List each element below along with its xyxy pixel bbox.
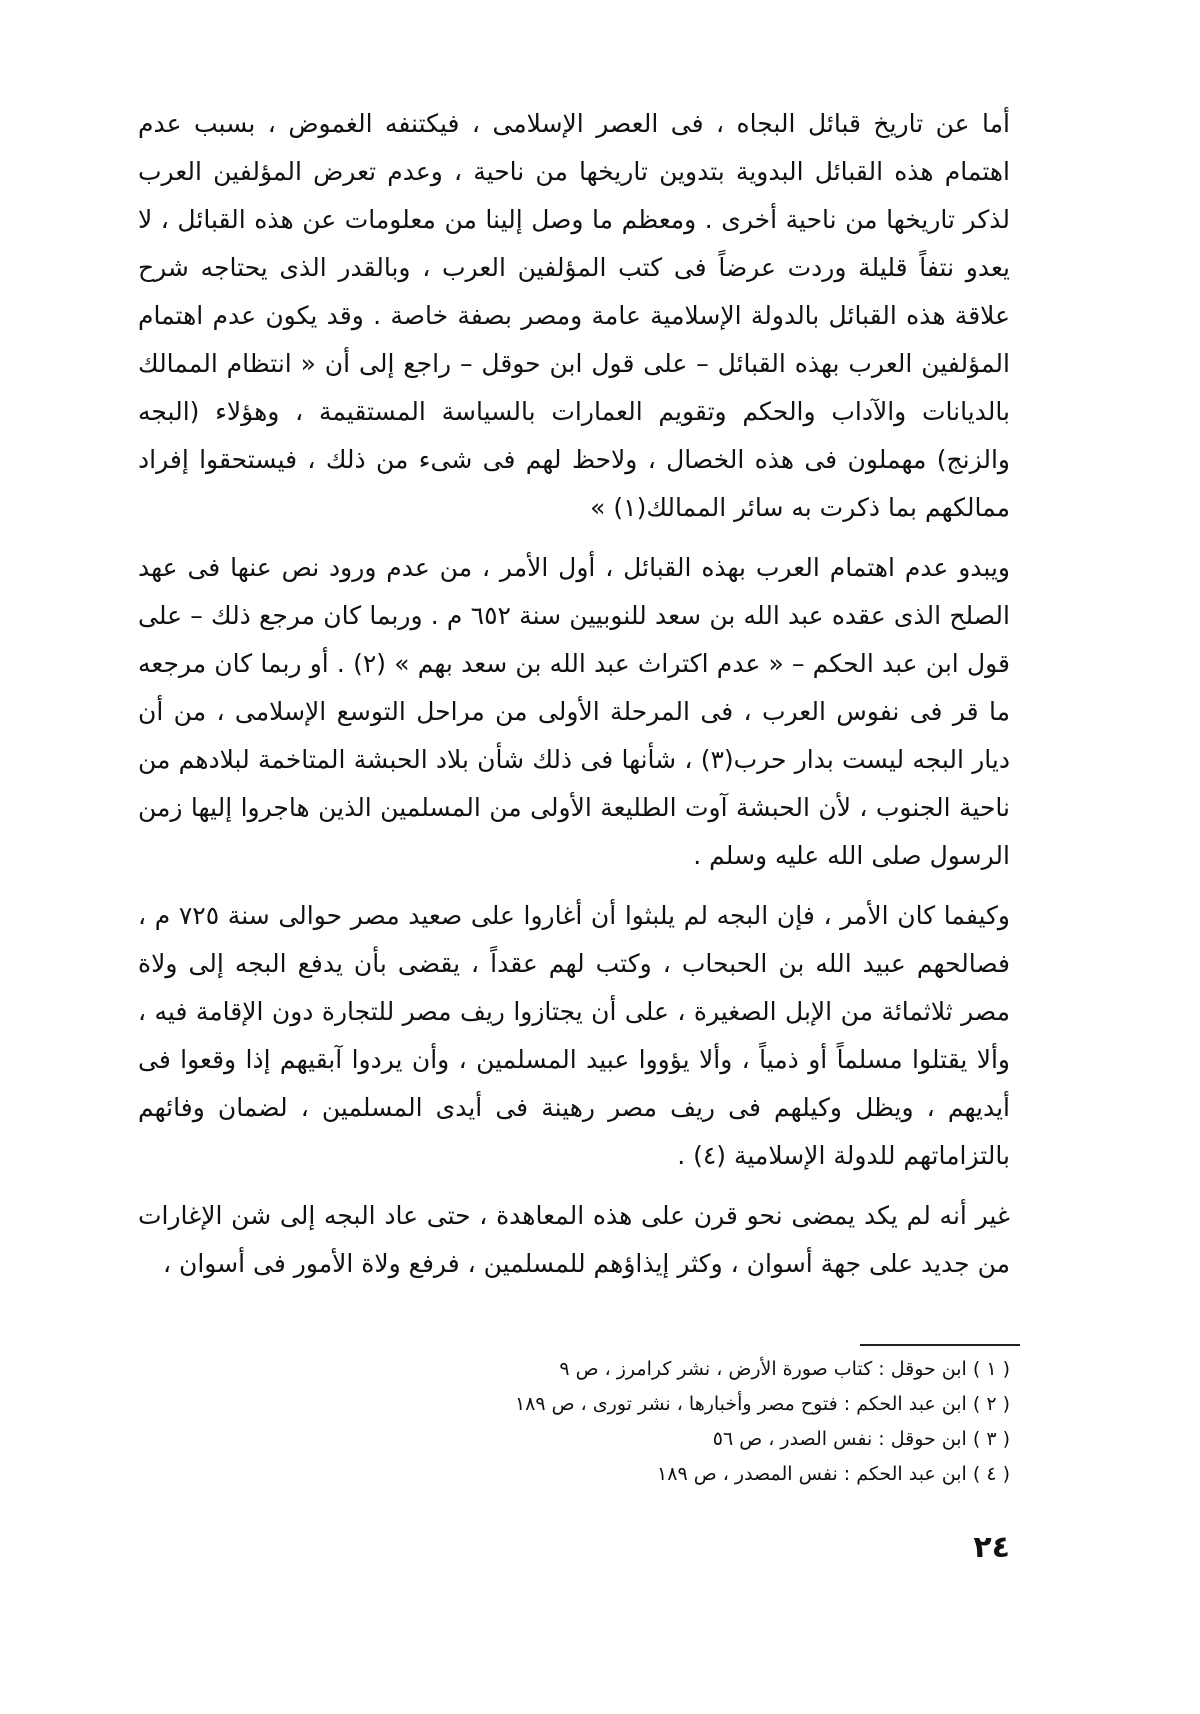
paragraph-2: ويبدو عدم اهتمام العرب بهذه القبائل ، أول الأمر ، من عدم ورود نص عنها فى عهد الصلح الذى عقده عبد الله بن سعد للنوبيين سنة ٦٥٢ م . وربما كان مرجع ذلك – على قول ابن عبد الحكم – « عدم اكتراث عبد الله بن سعد بهم » (٢) . أو ربما كان مرجعه ما قر فى نفوس العرب ، فى المرحلة الأولى من مراحل التوسع الإسلامى ، من أن ديار البجه ليست بدار حرب(٣) ، شأنها فى ذلك شأن بلاد الحبشة المتاخمة لبلادهم من ناحية الجنوب ، لأن الحبشة آوت الطليعة الأولى من المسلمين الذين هاجروا إليها زمن الرسول صلى الله عليه وسلم . xyxy=(138,553,1010,870)
page-number: ٢٤ xyxy=(973,1530,1010,1565)
footnote-1: ( ١ ) ابن حوقل : كتاب صورة الأرض ، نشر كرامرز ، ص ٩ xyxy=(559,1358,1010,1380)
footnote-3: ( ٣ ) ابن حوقل : نفس الصدر ، ص ٥٦ xyxy=(712,1428,1010,1450)
footnotes xyxy=(300,1352,1010,1492)
main-text xyxy=(138,100,1010,1300)
footnote-divider xyxy=(860,1344,1020,1346)
paragraph-4: غير أنه لم يكد يمضى نحو قرن على هذه المعاهدة ، حتى عاد البجه إلى شن الإغارات من جديد على جهة أسوان ، وكثر إيذاؤهم للمسلمين ، فرفع ولاة الأمور فى أسوان ، xyxy=(138,1201,1010,1278)
footnote-4: ( ٤ ) ابن عبد الحكم : نفس المصدر ، ص ١٨٩ xyxy=(657,1463,1010,1485)
footnote-2: ( ٢ ) ابن عبد الحكم : فتوح مصر وأخبارها ، نشر تورى ، ص ١٨٩ xyxy=(514,1393,1010,1415)
paragraph-1: أما عن تاريخ قبائل البجاه ، فى العصر الإسلامى ، فيكتنفه الغموض ، بسبب عدم اهتمام هذه القبائل البدوية بتدوين تاريخها من ناحية ، وعدم تعرض المؤلفين العرب لذكر تاريخها من ناحية أخرى . ومعظم ما وصل إلينا من معلومات عن هذه القبائل ، لا يعدو نتفاً قليلة وردت عرضاً فى كتب المؤلفين العرب ، وبالقدر الذى يحتاجه شرح علاقة هذه القبائل بالدولة الإسلامية عامة ومصر بصفة خاصة . وقد يكون عدم اهتمام المؤلفين العرب بهذه القبائل – على قول ابن حوقل – راجع إلى أن « انتظام الممالك بالديانات والآداب والحكم وتقويم العمارات بالسياسة المستقيمة ، وهؤلاء (البجه والزنج) مهملون فى هذه الخصال ، ولاحظ لهم فى شىء من ذلك ، فيستحقوا إفراد ممالكهم بما ذكرت به سائر الممالك(١) » xyxy=(138,109,1010,522)
paragraph-3: وكيفما كان الأمر ، فإن البجه لم يلبثوا أن أغاروا على صعيد مصر حوالى سنة ٧٢٥ م ، فصالحهم عبيد الله بن الحبحاب ، وكتب لهم عقداً ، يقضى بأن يدفع البجه إلى ولاة مصر ثلاثمائة من الإبل الصغيرة ، على أن يجتازوا ريف مصر للتجارة دون الإقامة فيه ، وألا يقتلوا مسلماً أو ذمياً ، وألا يؤووا عبيد المسلمين ، وأن يردوا آبقيهم إذا وقعوا فى أيديهم ، ويظل وكيلهم فى ريف مصر رهينة فى أيدى المسلمين ، لضمان وفائهم بالتزاماتهم للدولة الإسلامية (٤) . xyxy=(138,901,1010,1170)
